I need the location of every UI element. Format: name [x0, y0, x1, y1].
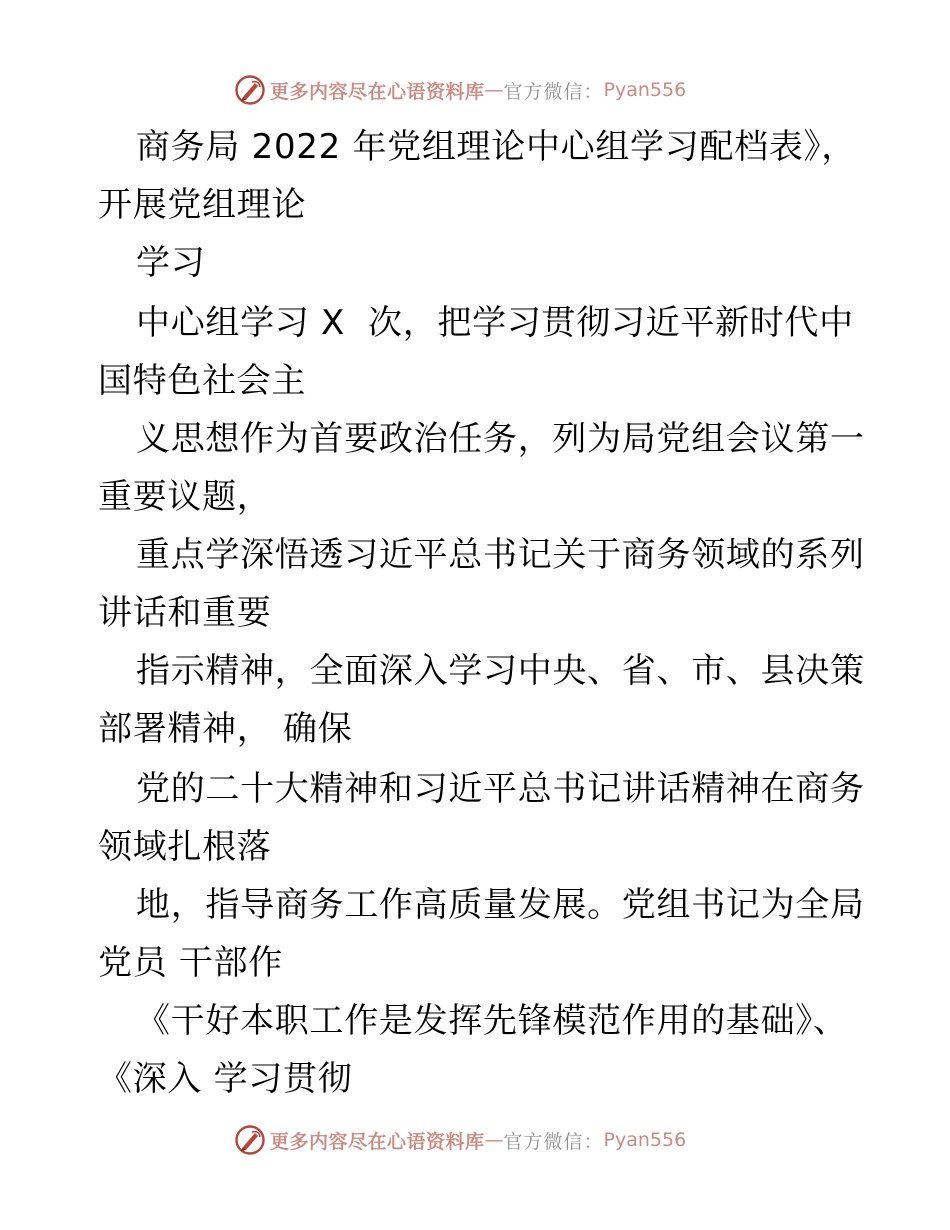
text-line: 党员 干部作: [98, 943, 284, 983]
watermark-label: 官方微信：: [503, 1130, 604, 1153]
watermark-text: 更多内容尽在心语资料库: [270, 1130, 485, 1153]
watermark-text: 更多内容尽在心语资料库: [270, 80, 485, 103]
text-line: 部署精神， 确保: [98, 709, 353, 749]
text-line: 《深入 学习贯彻: [98, 1059, 353, 1099]
text-line: 领域扎根落: [98, 827, 272, 867]
text-line: 重要议题，: [98, 477, 272, 517]
text-line: 指示精神，全面深入学习中央、省、市、县决策: [136, 651, 865, 691]
text-line: 讲话和重要: [98, 593, 272, 633]
footer-watermark: [234, 1123, 686, 1157]
watermark-label: 官方微信：: [503, 80, 604, 103]
text-line: 地，指导商务工作高质量发展。党组书记为全局: [136, 885, 865, 925]
text-line: 义思想作为首要政治任务，列为局党组会议第一: [136, 419, 865, 459]
text-line: 商务局 2022 年党组理论中心组学习配档表》，: [136, 127, 856, 167]
text-line: 中心组学习 X 次，把学习贯彻习近平新时代中: [136, 303, 854, 343]
watermark-dash: —: [484, 79, 504, 101]
text-line: 学习: [136, 243, 206, 283]
text-line: 重点学深悟透习近平总书记关于商务领域的系列: [136, 535, 865, 575]
watermark-dash: —: [484, 1129, 504, 1151]
watermark-id: Pyan556: [603, 79, 687, 101]
text-line: 《干好本职工作是发挥先锋模范作用的基础》、: [136, 1001, 848, 1041]
watermark-id: Pyan556: [603, 1129, 687, 1151]
text-line: 党的二十大精神和习近平总书记讲话精神在商务: [136, 769, 865, 809]
pen-logo-icon: [234, 1124, 266, 1156]
text-line: 开展党组理论: [98, 185, 307, 225]
text-line: 国特色社会主: [98, 361, 307, 401]
